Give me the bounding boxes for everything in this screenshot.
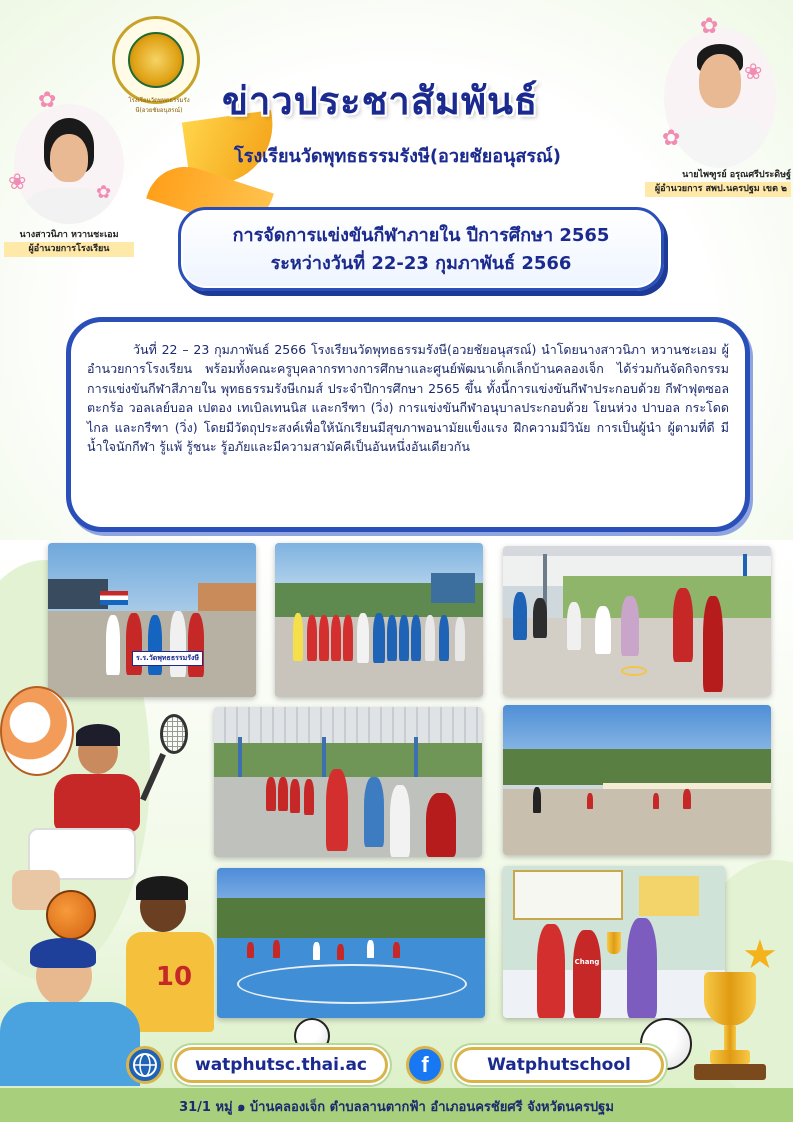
left-person-name: นางสาวนิภา หวานชะเอม (19, 230, 119, 240)
website-link[interactable] (174, 1047, 388, 1083)
photo-running-relay (214, 707, 482, 857)
photo-petanque (503, 546, 771, 696)
photo-outdoor-field (503, 705, 771, 855)
address-footer (0, 1088, 793, 1122)
facebook-page-text: Watphutschool (487, 1055, 631, 1075)
photo-line-up (275, 543, 483, 697)
school-banner-sign: ร.ร.วัดพุทธธรรมรังษี (132, 651, 203, 666)
school-logo (112, 16, 200, 114)
www-icon (126, 1046, 164, 1084)
facebook-icon: f (406, 1046, 444, 1084)
jersey-number: 10 (155, 962, 193, 992)
headline-box (178, 207, 664, 291)
news-body-box (66, 317, 750, 532)
school-address: 31/1 หมู่ ๑ บ้านคลองเจ็ก ตำบลลานตากฟ้า อำเภอนครชัยศรี จังหวัดนครปฐม (179, 1100, 614, 1115)
logo-ring-text: โรงเรียนวัดพุทธธรรมรังษี(อวยชัยอนุสรณ์) (128, 97, 190, 114)
right-person-photo (664, 28, 776, 168)
photo-parade-sign (48, 543, 256, 697)
decor-star: ★ (742, 932, 778, 978)
flower-icon: ✿ (96, 182, 112, 203)
left-person-position: ผู้อำนวยการโรงเรียน (4, 242, 134, 256)
flower-icon: ❀ (8, 170, 27, 195)
website-text: watphutsc.thai.ac (195, 1055, 367, 1075)
news-paragraph: วันที่ 22 – 23 กุมภาพันธ์ 2566 โรงเรียนวัดพุทธธรรมรังษี(อวยชัยอนุสรณ์) นำโดยนางสาวนิภา หวานชะเอม ผู้อำนวยการโรงเรียน พร้อมทั้งคณะครูบุคลากรทางการศึกษาและศูนย์พัฒนาเด็กเล็กบ้านคลองเจ็ก ได้ร่วมกันจัดกิจกรรมการแข่งขันกีฬาสีภายใน พุทธธรรมรังษีเกมส์ ประจำปีการศึกษา 2565 ขึ้น ทั้งนี้การแข่งขันกีฬาประกอบด้วย กีฬาฟุตซอล ตะกร้อ วอลเลย์บอล เปตอง เทเบิลเทนนิส และกรีฑา (วิ่ง) การแข่งขันกีฬาอนุบาลประกอบด้วย โยนห่วง ปาบอล กระโดดไกล และกรีฑา (วิ่ง) โดยมีวัตถุประสงค์เพื่อให้นักเรียนมีสุขภาพอนามัยแข็งแรง ฝึกความมีวินัย การเป็นผู้นำ ผู้ตามที่ดี มีน้ำใจนักกีฬา รู้แพ้ รู้ชนะ รู้อภัยและมีความสามัคคีเป็นอันหนึ่งอันเดียวกัน (87, 342, 729, 454)
trophy-icon (607, 932, 621, 954)
headline-line-1: การจัดการแข่งขันกีฬาภายใน ปีการศึกษา 2565 (232, 225, 610, 246)
page-title: ข่าวประชาสัมพันธ์ (222, 79, 539, 123)
right-person-name: นายไพฑูรย์ อรุณศรีประดิษฐ์ (682, 170, 791, 180)
headline-line-2: ระหว่างวันที่ 22-23 กุมภาพันธ์ 2566 (270, 252, 572, 274)
flower-icon: ✿ (662, 126, 681, 151)
basketball-icon (46, 890, 96, 940)
right-person-caption (645, 168, 791, 197)
jersey-print: Chang (574, 958, 600, 966)
flower-icon: ❀ (744, 60, 763, 85)
right-person-position: ผู้อำนวยการ สพป.นครปฐม เขต ๒ (645, 182, 791, 196)
photo-blue-court (217, 868, 485, 1018)
left-person-caption (4, 228, 134, 257)
facebook-link[interactable] (454, 1047, 664, 1083)
flower-icon: ✿ (700, 14, 719, 39)
left-person-photo (14, 104, 124, 224)
badminton-racket-icon (160, 714, 188, 754)
flower-icon: ✿ (38, 88, 57, 113)
school-emblem (128, 32, 184, 88)
trophy-decoration (690, 972, 770, 1082)
school-name: โรงเรียนวัดพุทธธรรมรังษี(อวยชัยอนุสรณ์) (234, 146, 561, 167)
